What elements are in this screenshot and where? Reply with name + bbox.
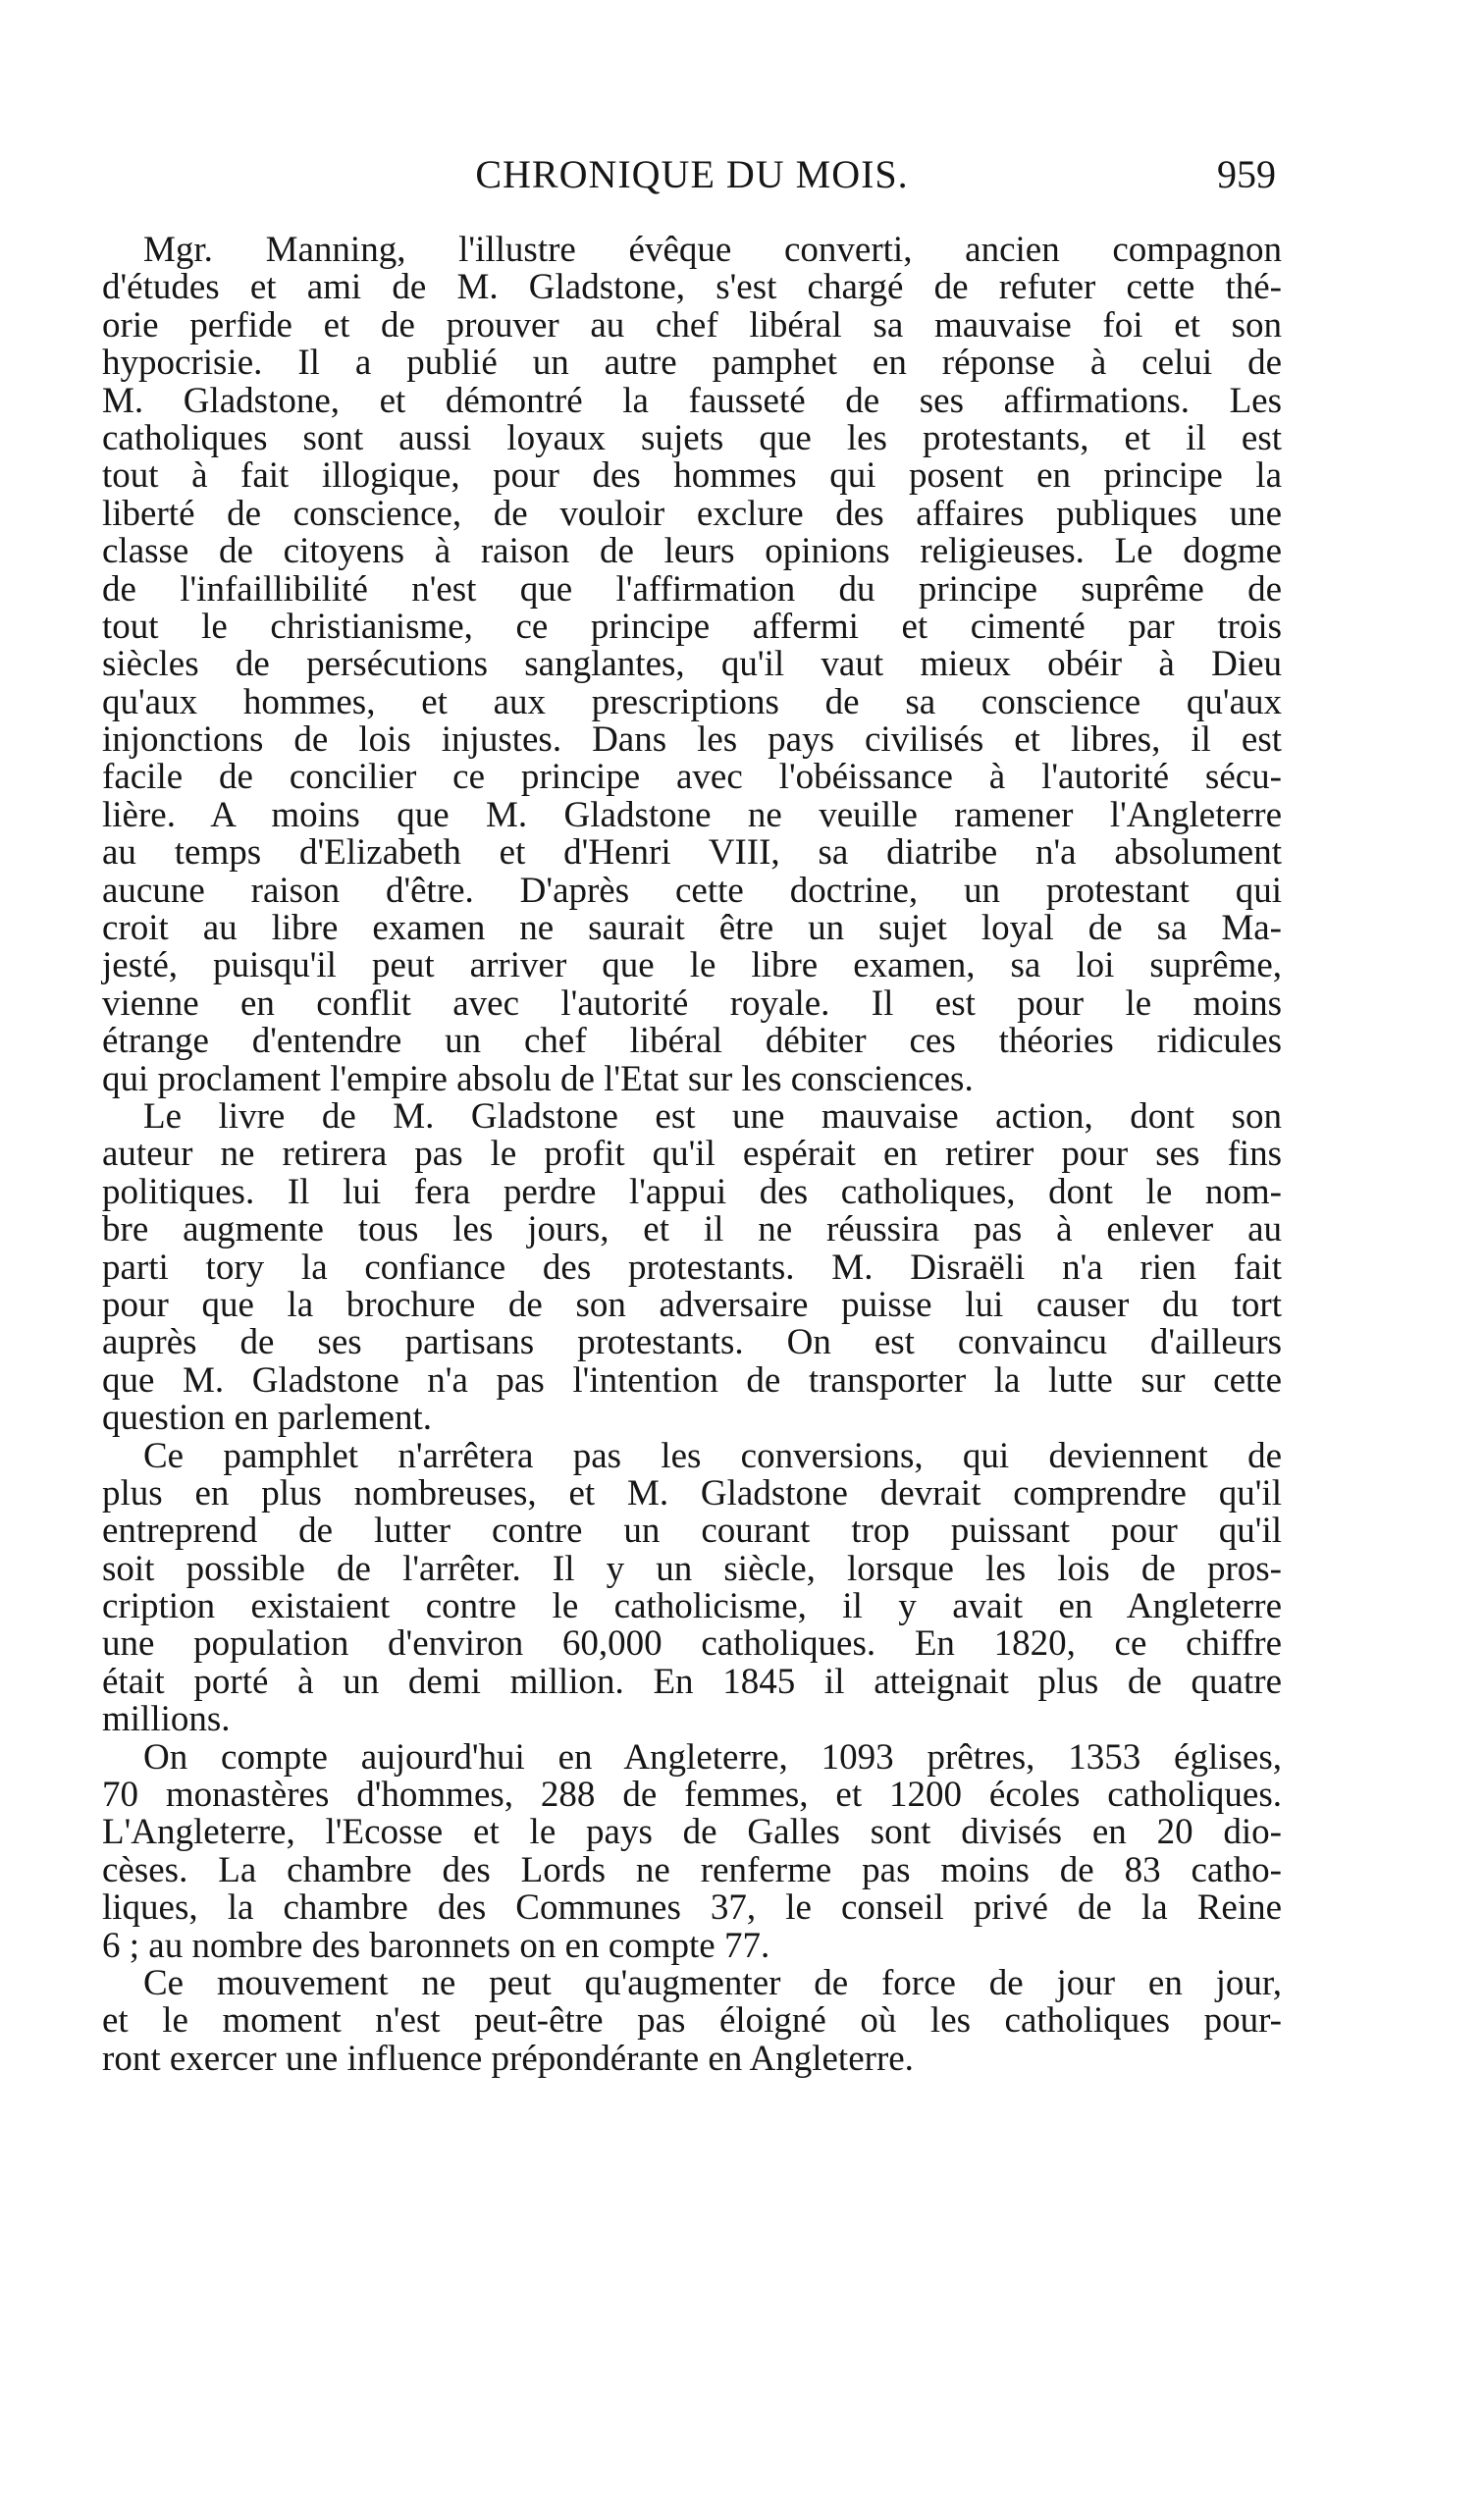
text-line: siècles de persécutions sanglantes, qu'il vaut mieux obéir à Dieu (102, 644, 1282, 685)
text-line: au temps d'Elizabeth et d'Henri VIII, sa diatribe n'a absolument (102, 832, 1282, 874)
text-line: On compte aujourd'hui en Angleterre, 1093 prêtres, 1353 églises, (143, 1736, 1282, 1778)
text-line: pour que la brochure de son adversaire puisse lui causer du tort (102, 1284, 1282, 1325)
text-line: qu'aux hommes, et aux prescriptions de sa conscience qu'aux (102, 681, 1282, 722)
text-line: bre augmente tous les jours, et il ne réussira pas à enlever au (102, 1209, 1282, 1250)
text-line: tout à fait illogique, pour des hommes qui posent en principe la (102, 455, 1282, 497)
text-line: vienne en conflit avec l'autorité royale. Il est pour le moins (102, 983, 1282, 1024)
text-line: plus en plus nombreuses, et M. Gladstone devrait comprendre qu'il (102, 1472, 1282, 1514)
text-line: orie perfide et de prouver au chef libéral sa mauvaise foi et son (102, 304, 1282, 345)
text-line: cription existaient contre le catholicisme, il y avait en Angleterre (102, 1586, 1282, 1627)
text-line: parti tory la confiance des protestants. M. Disraëli n'a rien fait (102, 1247, 1282, 1288)
text-line: catholiques sont aussi loyaux sujets que les protestants, et il est (102, 417, 1282, 458)
text-line: auteur ne retirera pas le profit qu'il espérait en retirer pour ses fins (102, 1134, 1282, 1175)
text-line: Le livre de M. Gladstone est une mauvaise action, dont son (143, 1095, 1282, 1137)
text-line: hypocrisie. Il a publié un autre pamphet en réponse à celui de (102, 343, 1282, 384)
text-line: M. Gladstone, et démontré la fausseté de ses affirmations. Les (102, 380, 1282, 421)
text-line: que M. Gladstone n'a pas l'intention de transporter la lutte sur cette (102, 1359, 1282, 1401)
text-line: lière. A moins que M. Gladstone ne veuille ramener l'Angleterre (102, 794, 1282, 835)
text-line: cèses. La chambre des Lords ne renferme pas moins de 83 catho- (102, 1849, 1282, 1890)
text-line: de l'infaillibilité n'est que l'affirmation du principe suprême de (102, 568, 1282, 610)
text-line: classe de citoyens à raison de leurs opinions religieuses. Le dogme (102, 531, 1282, 572)
text-line: millions. (102, 1699, 231, 1740)
text-line: tout le christianisme, ce principe affermi et cimenté par trois (102, 606, 1282, 647)
text-line: question en parlement. (102, 1398, 432, 1439)
text-line: étrange d'entendre un chef libéral débiter ces théories ridicules (102, 1021, 1282, 1062)
body-text (102, 232, 1282, 2078)
text-line: Mgr. Manning, l'illustre évêque converti, ancien compagnon (143, 230, 1282, 270)
text-line: auprès de ses partisans protestants. On est convaincu d'ailleurs (102, 1322, 1282, 1363)
text-line: soit possible de l'arrêter. Il y un siècle, lorsque les lois de pros- (102, 1548, 1282, 1589)
text-line: une population d'environ 60,000 catholiques. En 1820, ce chiffre (102, 1623, 1282, 1665)
text-line: Ce mouvement ne peut qu'augmenter de force de jour en jour, (143, 1962, 1282, 2003)
text-line: L'Angleterre, l'Ecosse et le pays de Galles sont divisés en 20 dio- (102, 1812, 1282, 1853)
text-line: Ce pamphlet n'arrêtera pas les conversions, qui deviennent de (143, 1435, 1282, 1476)
text-line: d'études et ami de M. Gladstone, s'est chargé de refuter cette thé- (102, 267, 1282, 308)
text-line: facile de concilier ce principe avec l'obéissance à l'autorité sécu- (102, 757, 1282, 798)
text-line: 6 ; au nombre des baronnets on en compte 77. (102, 1925, 770, 1966)
text-line: aucune raison d'être. D'après cette doctrine, un protestant qui (102, 870, 1282, 911)
text-line: 70 monastères d'hommes, 288 de femmes, et 1200 écoles catholiques. (102, 1775, 1282, 1816)
text-line: et le moment n'est peut-être pas éloigné où les catholiques pour- (102, 2000, 1282, 2042)
text-line: jesté, puisqu'il peut arriver que le libre examen, sa loi suprême, (102, 945, 1282, 986)
text-line: injonctions de lois injustes. Dans les pays civilisés et libres, il est (102, 719, 1282, 761)
text-line: croit au libre examen ne saurait être un sujet loyal de sa Ma- (102, 908, 1282, 949)
text-line: qui proclament l'empire absolu de l'Etat sur les consciences. (102, 1058, 974, 1099)
text-line: politiques. Il lui fera perdre l'appui des catholiques, dont le nom- (102, 1171, 1282, 1212)
page-number: 959 (1217, 152, 1276, 196)
text-line: liques, la chambre des Communes 37, le conseil privé de la Reine (102, 1887, 1282, 1929)
text-line: liberté de conscience, de vouloir exclure des affaires publiques une (102, 493, 1282, 534)
text-line: ront exercer une influence prépondérante en Angleterre. (102, 2038, 914, 2079)
text-line: était porté à un demi million. En 1845 il atteignait plus de quatre (102, 1661, 1282, 1702)
running-head (102, 147, 1282, 198)
text-line: entreprend de lutter contre un courant trop puissant pour qu'il (102, 1511, 1282, 1552)
running-title: CHRONIQUE DU MOIS. (475, 152, 909, 196)
